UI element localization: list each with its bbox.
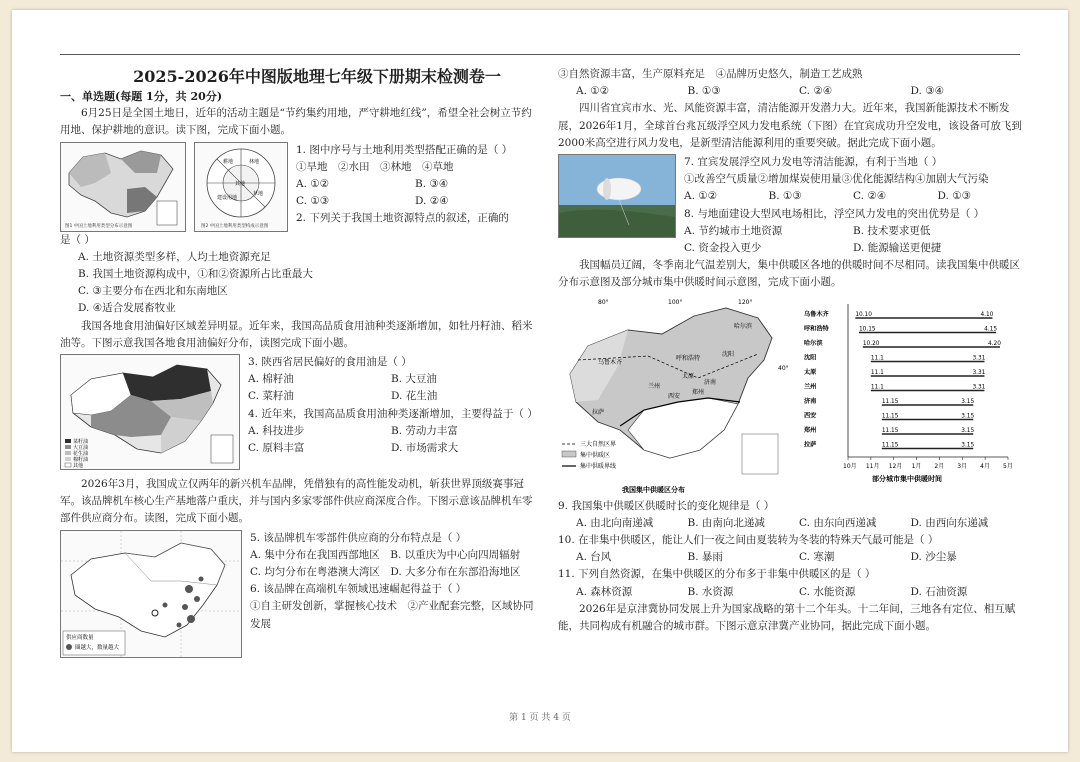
section-heading: 一、单选题(每题 1分，共 20分)	[60, 90, 223, 103]
chart-end-label: 3.31	[972, 384, 986, 391]
intro-jingjinji: 2026年是京津冀协同发展上升为国家战略的第十二个年头。十二年间，三地各有定位、相互赋能，共同构成有机融合的城市群。下图示意京津冀产业协同，据此完成下面小题。	[558, 602, 1016, 633]
supplier-legend-text: 圈越大，数量越大	[75, 644, 120, 651]
q1-stem: 1. 图中序号与土地利用类型搭配正确的是（ ）	[296, 143, 513, 156]
chart-end-label: 4.10	[980, 311, 994, 318]
heating-figures	[558, 294, 1022, 498]
chart-category-label: 沈阳	[804, 354, 817, 362]
q6-items-1: ①自主研发创新，掌握核心技术 ②产业配套完整，区域协同发展	[250, 600, 534, 630]
map-city-zhengzhou: 郑州	[692, 388, 705, 396]
oil-legend-1: 菜籽油	[73, 439, 89, 446]
page-footer: 第 1 页 共 4 页	[509, 713, 571, 723]
oil-legend-4: 棉籽油	[73, 457, 89, 464]
q9-option-a[interactable]: A. 由北向南递减	[576, 516, 654, 529]
page-title: 2025-2026年中图版地理七年级下册期末检测卷一	[133, 67, 501, 86]
q8-option-b[interactable]: B. 技术要求更低	[853, 224, 931, 237]
left-column	[60, 66, 538, 658]
chart-start-label: 11.1	[870, 355, 884, 362]
land-use-map	[61, 143, 185, 231]
q11-option-c[interactable]: C. 水能资源	[799, 585, 856, 598]
q2-option-b[interactable]: B. 我国土地资源构成中，①和②资源所占比重最大	[78, 268, 313, 281]
q7-block	[558, 154, 1022, 257]
floating-turbine-photo	[558, 154, 676, 238]
chart-category-label: 太原	[804, 368, 817, 376]
heating-duration-chart	[802, 294, 1022, 498]
chart-start-label: 11.15	[881, 442, 899, 449]
map-city-taiyuan: 太原	[682, 372, 695, 380]
pie-label-4: 建设用地	[217, 194, 238, 201]
q4-option-d[interactable]: D. 市场需求大	[391, 442, 459, 455]
q1-option-a[interactable]: A. ①②	[296, 178, 330, 191]
q10-option-b[interactable]: B. 暴雨	[687, 551, 723, 564]
q9-option-c[interactable]: C. 由东向西递减	[799, 516, 877, 529]
chart-start-label: 10.15	[858, 326, 876, 333]
q1-option-d[interactable]: D. ②④	[415, 195, 449, 208]
q5-block	[60, 530, 534, 658]
right-column	[558, 66, 1022, 635]
q6-option-b[interactable]: B. ①③	[687, 85, 721, 98]
chart-x-tick-label: 12月	[888, 462, 903, 470]
q11-options	[558, 584, 1022, 601]
heat-legend-2: 集中供暖区	[580, 451, 611, 459]
q2-stem-a: 2. 下列关于我国土地资源特点的叙述，正确的	[296, 212, 509, 225]
q6-option-a[interactable]: A. ①②	[576, 85, 610, 98]
header-rule	[60, 54, 1020, 55]
q9-option-d[interactable]: D. 由西向东递减	[910, 516, 989, 529]
q6-option-c[interactable]: C. ②④	[799, 85, 833, 98]
q11-option-a[interactable]: A. 森林资源	[576, 585, 633, 598]
land-use-map-figure	[60, 142, 186, 232]
heating-map-caption: 我国集中供暖区分布	[622, 485, 685, 494]
q3-block	[60, 354, 538, 470]
chart-category-label: 乌鲁木齐	[804, 310, 829, 318]
chart-category-label: 济南	[804, 397, 817, 405]
map-city-jinan: 济南	[704, 378, 717, 386]
chart-end-label: 3.31	[972, 355, 986, 362]
chart-category-label: 拉萨	[804, 441, 817, 449]
chart-end-label: 3.15	[961, 427, 975, 434]
deg-80: 80°	[598, 298, 609, 306]
q1-option-c[interactable]: C. ①③	[296, 195, 330, 208]
q1-block	[60, 142, 534, 232]
supplier-map	[61, 531, 241, 657]
map-city-lhasa: 拉萨	[592, 408, 605, 416]
q7-option-d[interactable]: D. ①③	[937, 190, 972, 203]
q7-q8-text	[684, 154, 1022, 257]
chart-start-label: 11.15	[881, 413, 899, 420]
q3-option-d[interactable]: D. 花生油	[391, 390, 438, 403]
map1-caption: 图1 中国土地利用类型分布示意图	[65, 223, 133, 229]
map-city-xian: 西安	[668, 392, 681, 400]
q7-stem: 7. 宜宾发展浮空风力发电等清洁能源，有利于当地（ ）	[684, 156, 943, 169]
q6-items-2: ③自然资源丰富，生产原料充足 ④品牌历史悠久，制造工艺成熟	[558, 68, 863, 80]
chart-start-label: 10.20	[862, 340, 880, 347]
q3-options-row2	[248, 388, 534, 405]
q11-stem: 11. 下列自然资源，在集中供暖区的分布多于非集中供暖区的是（ ）	[558, 568, 876, 581]
chart-end-label: 4.20	[988, 340, 1001, 347]
q3-option-b[interactable]: B. 大豆油	[391, 373, 437, 386]
deg-40: 40°	[778, 364, 789, 372]
q10-option-a[interactable]: A. 台风	[576, 551, 612, 564]
pie-label-1: 耕地	[223, 158, 234, 165]
q7-option-b[interactable]: B. ①③	[768, 190, 802, 203]
heating-map-figure	[558, 294, 794, 498]
chart-start-label: 11.15	[881, 427, 899, 434]
q4-option-c[interactable]: C. 原料丰富	[248, 442, 305, 455]
q2-option-c[interactable]: C. ③主要分布在西北和东南地区	[78, 285, 228, 298]
intro-edible-oil: 我国各地食用油偏好区域差异明显。近年来，我国高品质食用油种类逐渐增加，如牡丹籽油、稻米油等。下图示意我国各地食用油偏好分布，读图完成下面小题。	[60, 319, 533, 349]
turbine-illustration	[559, 155, 675, 237]
heat-legend-1: 三大自然区界	[580, 440, 617, 448]
intro-floating-wind: 四川省宜宾市水、光、风能资源丰富，清洁能源开发潜力大。近年来，我国新能源技术不断发展，2026年1月，全球首台兆瓦级浮空风力发电系统（下图）在宜宾成功升空发电，该设备可放飞到2000米高空进行风力发电，是新型清洁能源利用的重要突破。据此完成下面小题。	[558, 102, 1022, 149]
q3-options-row1	[248, 371, 534, 388]
map-city-urumqi: 乌鲁木齐	[598, 358, 623, 366]
q10-option-d[interactable]: D. 沙尘暴	[910, 551, 957, 564]
q7-option-a[interactable]: A. ①②	[684, 190, 718, 203]
chart-category-label: 哈尔滨	[804, 339, 823, 347]
q9-options	[558, 515, 1022, 532]
exam-sheet	[12, 10, 1068, 752]
chart-end-label: 3.15	[961, 413, 975, 420]
q5-options-cd[interactable]: C. 均匀分布在粤港澳大湾区 D. 大多分布在东部沿海地区	[250, 566, 521, 579]
q4-option-a[interactable]: A. 科技进步	[248, 424, 305, 437]
q2-option-a[interactable]: A. 土地资源类型多样，人均土地资源充足	[78, 250, 271, 263]
q3-q4-text	[248, 354, 538, 470]
q4-option-b[interactable]: B. 劳动力丰富	[391, 424, 458, 437]
q1-options-row1	[296, 176, 534, 193]
q3-option-c[interactable]: C. 菜籽油	[248, 390, 294, 403]
q4-options-row1	[248, 423, 534, 440]
q7-option-c[interactable]: C. ②④	[853, 190, 887, 203]
q5-stem: 5. 该品牌机车零部件供应商的分布特点是（ ）	[250, 531, 467, 544]
q5-q6-text	[250, 530, 534, 658]
q4-stem: 4. 近年来，我国高品质食用油种类逐渐增加，主要得益于（ ）	[248, 407, 538, 420]
pie-label-5: 其他	[235, 180, 246, 187]
q10-option-c[interactable]: C. 寒潮	[799, 551, 835, 564]
land-use-pie-figure	[194, 142, 288, 232]
intro-land-day: 6月25日是全国土地日，近年的活动主题是“节约集约用地，严守耕地红线”，希望全社会树立节约用地、保护耕地的意识。读下图，完成下面小题。	[60, 107, 532, 137]
q1-text	[296, 142, 534, 232]
q7-options	[684, 188, 1022, 205]
q6-option-d[interactable]: D. ③④	[910, 85, 945, 98]
heating-map	[558, 294, 794, 498]
q9-option-b[interactable]: B. 由南向北递减	[687, 516, 765, 529]
oil-map-figure	[60, 354, 240, 470]
q10-stem: 10. 在非集中供暖区，能让人们一夜之间由夏装转为冬装的特殊天气最可能是（ ）	[558, 534, 939, 547]
chart-x-tick-label: 11月	[865, 462, 880, 470]
map-city-shenyang: 沈阳	[722, 350, 735, 358]
chart-category-label: 兰州	[804, 383, 817, 391]
pie-label-2: 林地	[249, 158, 260, 165]
supplier-map-figure	[60, 530, 242, 658]
q8-options-row2	[684, 240, 1022, 257]
chart-category-label: 郑州	[804, 426, 817, 434]
chart-category-label: 西安	[804, 412, 817, 420]
intro-motorcycle: 2026年3月，我国成立仅两年的新兴机车品牌，凭借独有的高性能发动机，斩获世界顶级赛事冠军。该品牌机车核心生产基地落户重庆，并与国内多家零部件供应商深度合作。下图示意该品牌机车零部件供应商分布。读图，完成下面小题。	[60, 478, 533, 525]
chart-end-label: 3.15	[961, 398, 975, 405]
q8-option-c[interactable]: C. 资金投入更少	[684, 242, 762, 255]
q1-option-b[interactable]: B. ③④	[415, 178, 449, 191]
chart-x-tick-label: 1月	[911, 462, 922, 470]
pie-label-3: 草地	[253, 190, 264, 197]
chart-start-label: 11.1	[870, 384, 884, 391]
q8-stem: 8. 与地面建设大型风电场相比，浮空风力发电的突出优势是（ ）	[684, 207, 985, 220]
land-use-pie	[195, 143, 287, 231]
map-city-lanzhou: 兰州	[648, 382, 661, 390]
q11-option-b[interactable]: B. 水资源	[687, 585, 734, 598]
q1-items: ①旱地 ②水田 ③林地 ④草地	[296, 160, 454, 173]
q9-stem: 9. 我国集中供暖区供暖时长的变化规律是（ ）	[558, 499, 775, 512]
oil-legend-2: 大豆油	[73, 445, 89, 452]
q6-options	[558, 83, 1022, 100]
map-city-hohhot: 呼和浩特	[676, 354, 701, 362]
q10-options	[558, 549, 1022, 566]
q8-option-d[interactable]: D. 能源输送更便捷	[853, 242, 942, 255]
oil-legend-3: 花生油	[73, 451, 89, 458]
chart-x-tick-label: 10月	[843, 462, 857, 470]
q3-stem: 3. 陕西省居民偏好的食用油是（ ）	[248, 356, 412, 369]
chart-x-tick-label: 5月	[1003, 462, 1013, 470]
heating-chart-caption: 部分城市集中供暖时间	[872, 474, 942, 483]
chart-x-tick-label: 2月	[934, 462, 945, 470]
pie-caption: 图2 中国土地利用类型构成示意图	[201, 223, 269, 229]
chart-category-label: 呼和浩特	[804, 325, 829, 333]
q11-option-d[interactable]: D. 石油资源	[910, 585, 968, 598]
intro-heating: 我国幅员辽阔，冬季南北气温差别大，集中供暖区各地的供暖时间不尽相同。读我国集中供暖区分布示意图及部分城市集中供暖时间示意图，完成下面小题。	[558, 259, 1020, 289]
deg-100: 100°	[668, 298, 683, 306]
chart-end-label: 4.15	[984, 326, 998, 333]
q6-stem: 6. 该品牌在高端机车领域迅速崛起得益于（ ）	[250, 583, 467, 596]
oil-map	[61, 355, 239, 469]
deg-120: 120°	[738, 298, 753, 306]
q8-option-a[interactable]: A. 节约城市土地资源	[684, 224, 783, 237]
supplier-legend-title: 供应商数量	[66, 634, 94, 641]
q8-options-row1	[684, 223, 1022, 240]
q7-items: ①改善空气质量②增加煤炭使用量③优化能源结构④加剧大气污染	[684, 173, 989, 186]
chart-end-label: 3.31	[972, 369, 986, 376]
q3-option-a[interactable]: A. 棉籽油	[248, 373, 294, 386]
heat-legend-3: 集中供暖界线	[580, 462, 617, 470]
q2-stem-b: 是（ ）	[60, 233, 95, 246]
chart-start-label: 11.1	[870, 369, 884, 376]
chart-start-label: 11.15	[881, 398, 899, 405]
chart-end-label: 3.15	[961, 442, 975, 449]
chart-start-label: 10.10	[855, 311, 872, 318]
chart-x-tick-label: 4月	[980, 462, 990, 470]
q4-options-row2	[248, 440, 534, 457]
q2-option-d[interactable]: D. ④适合发展畜牧业	[78, 302, 176, 315]
q5-options-ab[interactable]: A. 集中分布在我国西部地区 B. 以重庆为中心向四周辐射	[250, 548, 521, 561]
map-city-harbin: 哈尔滨	[734, 322, 753, 330]
q1-options-row2	[296, 193, 534, 210]
oil-legend-5: 其他	[73, 463, 84, 470]
chart-x-tick-label: 3月	[957, 462, 968, 470]
heating-chart-figure	[802, 294, 1022, 498]
